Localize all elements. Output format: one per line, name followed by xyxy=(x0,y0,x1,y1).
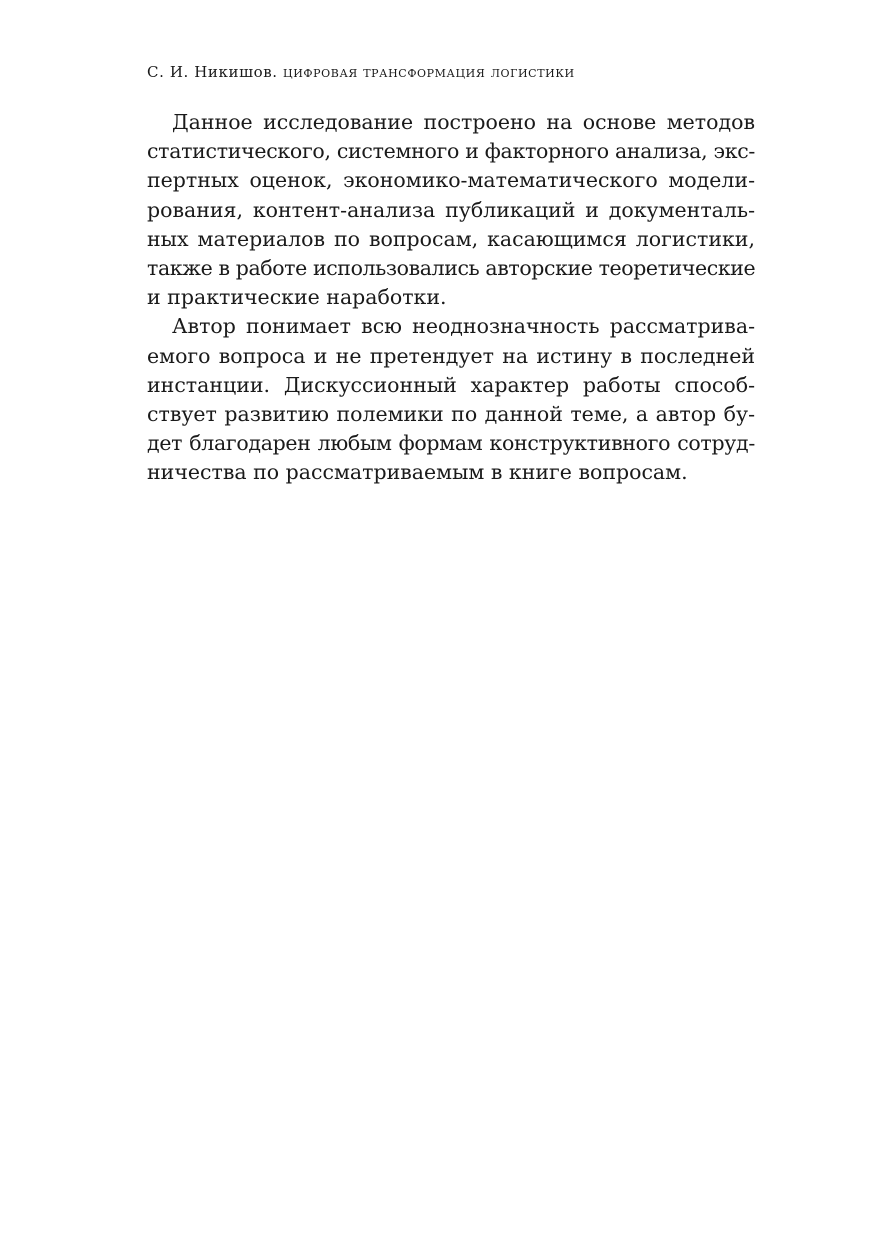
text-line: ствует развитию полемики по данной теме, а автор бу- xyxy=(147,401,755,426)
text-line: ных материалов по вопросам, касающимся логистики, xyxy=(147,226,755,251)
text-line: статистического, системного и факторного анализа, экс- xyxy=(147,139,756,164)
text-line: дет благодарен любым формам конструктивного сотруд- xyxy=(147,431,755,456)
text-line: и практические наработки. xyxy=(147,285,447,310)
text-line: рования, контент-анализа публикаций и документаль- xyxy=(147,197,755,222)
paragraph-methods xyxy=(147,108,755,312)
text-line: также в работе использовались авторские теоретические xyxy=(147,255,756,280)
text-line: пертных оценок, экономико-математического модели- xyxy=(147,168,755,193)
paragraph-author-note xyxy=(147,312,755,487)
text-line: инстанции. Дискуссионный характер работы способ- xyxy=(147,372,755,397)
header-author: С. И. Никишов. xyxy=(147,63,278,81)
text-line: Данное исследование построено на основе методов xyxy=(172,110,755,134)
running-header xyxy=(147,62,757,82)
page-body xyxy=(147,108,755,487)
text-line: Автор понимает всю неоднозначность рассматрива- xyxy=(172,314,755,339)
header-title: цифровая трансформация логистики xyxy=(283,63,575,81)
text-line: емого вопроса и не претендует на истину в последней xyxy=(147,343,755,368)
text-line: ничества по рассматриваемым в книге вопросам. xyxy=(147,460,688,485)
